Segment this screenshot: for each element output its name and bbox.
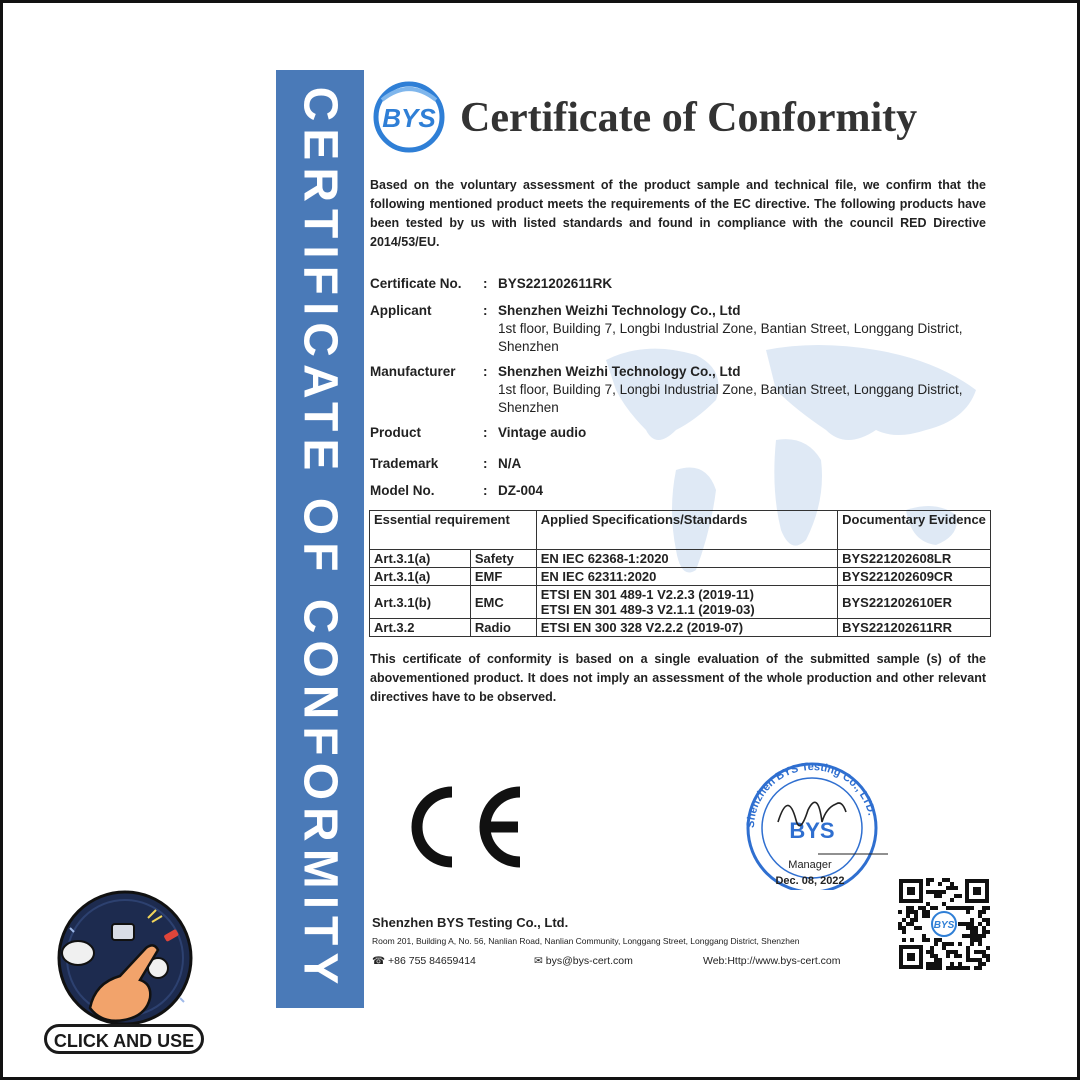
cell-type: EMF bbox=[470, 568, 536, 586]
stamp-date: Dec. 08, 2022 bbox=[775, 875, 845, 887]
cell-evidence: BYS221202610ER bbox=[838, 586, 991, 619]
field-colon: : bbox=[483, 303, 488, 318]
cell-evidence: BYS221202611RR bbox=[838, 619, 991, 637]
table-row bbox=[370, 619, 991, 637]
stamp-center-text: BYS bbox=[789, 818, 835, 843]
email-address: bys@bys-cert.com bbox=[545, 955, 633, 967]
table-row bbox=[370, 550, 991, 568]
field-label: Trademark bbox=[370, 456, 439, 471]
table-row bbox=[370, 586, 991, 619]
field-address: 1st floor, Building 7, Longbi Industrial Zone, Bantian Street, Longgang District, Shenzhen bbox=[498, 382, 963, 415]
field-label: Product bbox=[370, 425, 422, 440]
cell-article: Art.3.1(a) bbox=[370, 568, 471, 586]
cell-evidence: BYS221202609CR bbox=[838, 568, 991, 586]
qr-logo-text: BYS bbox=[933, 920, 955, 931]
field-value: BYS221202611RK bbox=[498, 276, 613, 291]
ce-mark bbox=[402, 782, 526, 872]
cell-standard: ETSI EN 300 328 V2.2.2 (2019-07) bbox=[536, 619, 837, 637]
signatory-role: Manager bbox=[788, 859, 832, 871]
issuer-address: Room 201, Building A, No. 56, Nanlian Road, Nanlian Community, Longgang Street, Longgang District, Shenzhen bbox=[372, 936, 800, 946]
qr-code-icon[interactable] bbox=[898, 878, 990, 970]
intro-paragraph: Based on the voluntary assessment of the product sample and technical file, we confirm that the following mentioned product meets the requirements of the EC directive. The following products have been tested by us with listed standards and found in compliance with the council RED Directive 2014/53/EU. bbox=[370, 178, 986, 249]
cell-article: Art.3.1(a) bbox=[370, 550, 471, 568]
phone-number: +86 755 84659414 bbox=[388, 955, 476, 967]
field-colon: : bbox=[483, 425, 488, 440]
official-stamp bbox=[738, 760, 888, 890]
certificate-title: Certificate of Conformity bbox=[460, 95, 918, 141]
cell-standard: EN IEC 62311:2020 bbox=[536, 568, 837, 586]
field-colon: : bbox=[483, 456, 488, 471]
cell-standard: EN IEC 62368-1:2020 bbox=[536, 550, 837, 568]
cell-article: Art.3.1(b) bbox=[370, 586, 471, 619]
field-value: Vintage audio bbox=[498, 425, 587, 440]
header-documentary-evidence: Documentary Evidence bbox=[838, 511, 991, 550]
logo-text: BYS bbox=[382, 103, 436, 133]
certificate-document bbox=[276, 70, 1006, 1008]
bys-logo bbox=[372, 80, 446, 154]
issuer-company: Shenzhen BYS Testing Co., Ltd. bbox=[372, 915, 569, 930]
field-address: 1st floor, Building 7, Longbi Industrial Zone, Bantian Street, Longgang District, Shenzhen bbox=[498, 321, 963, 354]
field-value: Shenzhen Weizhi Technology Co., Ltd bbox=[498, 364, 741, 379]
table-header-row bbox=[370, 511, 991, 550]
side-band bbox=[276, 70, 364, 1008]
ce-mark-text: CE bbox=[402, 782, 404, 783]
requirements-table bbox=[369, 510, 991, 637]
field-label: Certificate No. bbox=[370, 276, 462, 291]
table-row bbox=[370, 568, 991, 586]
email-icon: ✉ bbox=[534, 955, 543, 967]
field-value: DZ-004 bbox=[498, 483, 544, 498]
issuer-website: Web:Http://www.bys-cert.com bbox=[703, 955, 841, 967]
field-label: Model No. bbox=[370, 483, 435, 498]
standard-line: ETSI EN 301 489-3 V2.1.1 (2019-03) bbox=[540, 602, 755, 617]
side-band-text: CERTIFICATE OF CONFORMITY bbox=[293, 86, 347, 992]
field-colon: : bbox=[483, 483, 488, 498]
field-colon: : bbox=[483, 276, 488, 291]
cell-standard bbox=[536, 586, 837, 619]
phone-icon: ☎ bbox=[372, 955, 386, 967]
field-label: Manufacturer bbox=[370, 364, 456, 379]
disclaimer-paragraph: This certificate of conformity is based on a single evaluation of the submitted sample (s) of the abovementioned product. It does not imply an assessment of the whole production and other relevant directives have to be observed. bbox=[370, 652, 986, 704]
cell-evidence: BYS221202608LR bbox=[838, 550, 991, 568]
issuer-email bbox=[534, 955, 633, 967]
click-and-use-button[interactable] bbox=[44, 1024, 204, 1054]
cell-type: EMC bbox=[470, 586, 536, 619]
stamp-ring-text: Shenzhen BYS Testing Co., LTD. bbox=[744, 760, 878, 829]
click-and-use-label: CLICK AND USE bbox=[53, 1031, 195, 1051]
field-value: Shenzhen Weizhi Technology Co., Ltd bbox=[498, 303, 741, 318]
cell-type: Radio bbox=[470, 619, 536, 637]
header-applied-standards: Applied Specifications/Standards bbox=[536, 511, 837, 550]
cell-article: Art.3.2 bbox=[370, 619, 471, 637]
field-value: N/A bbox=[498, 456, 522, 471]
cell-type: Safety bbox=[470, 550, 536, 568]
issuer-phone bbox=[372, 955, 476, 967]
standard-line: ETSI EN 301 489-1 V2.2.3 (2019-11) bbox=[540, 587, 754, 602]
field-label: Applicant bbox=[370, 303, 432, 318]
field-colon: : bbox=[483, 364, 488, 379]
header-essential-requirement: Essential requirement bbox=[370, 511, 537, 550]
